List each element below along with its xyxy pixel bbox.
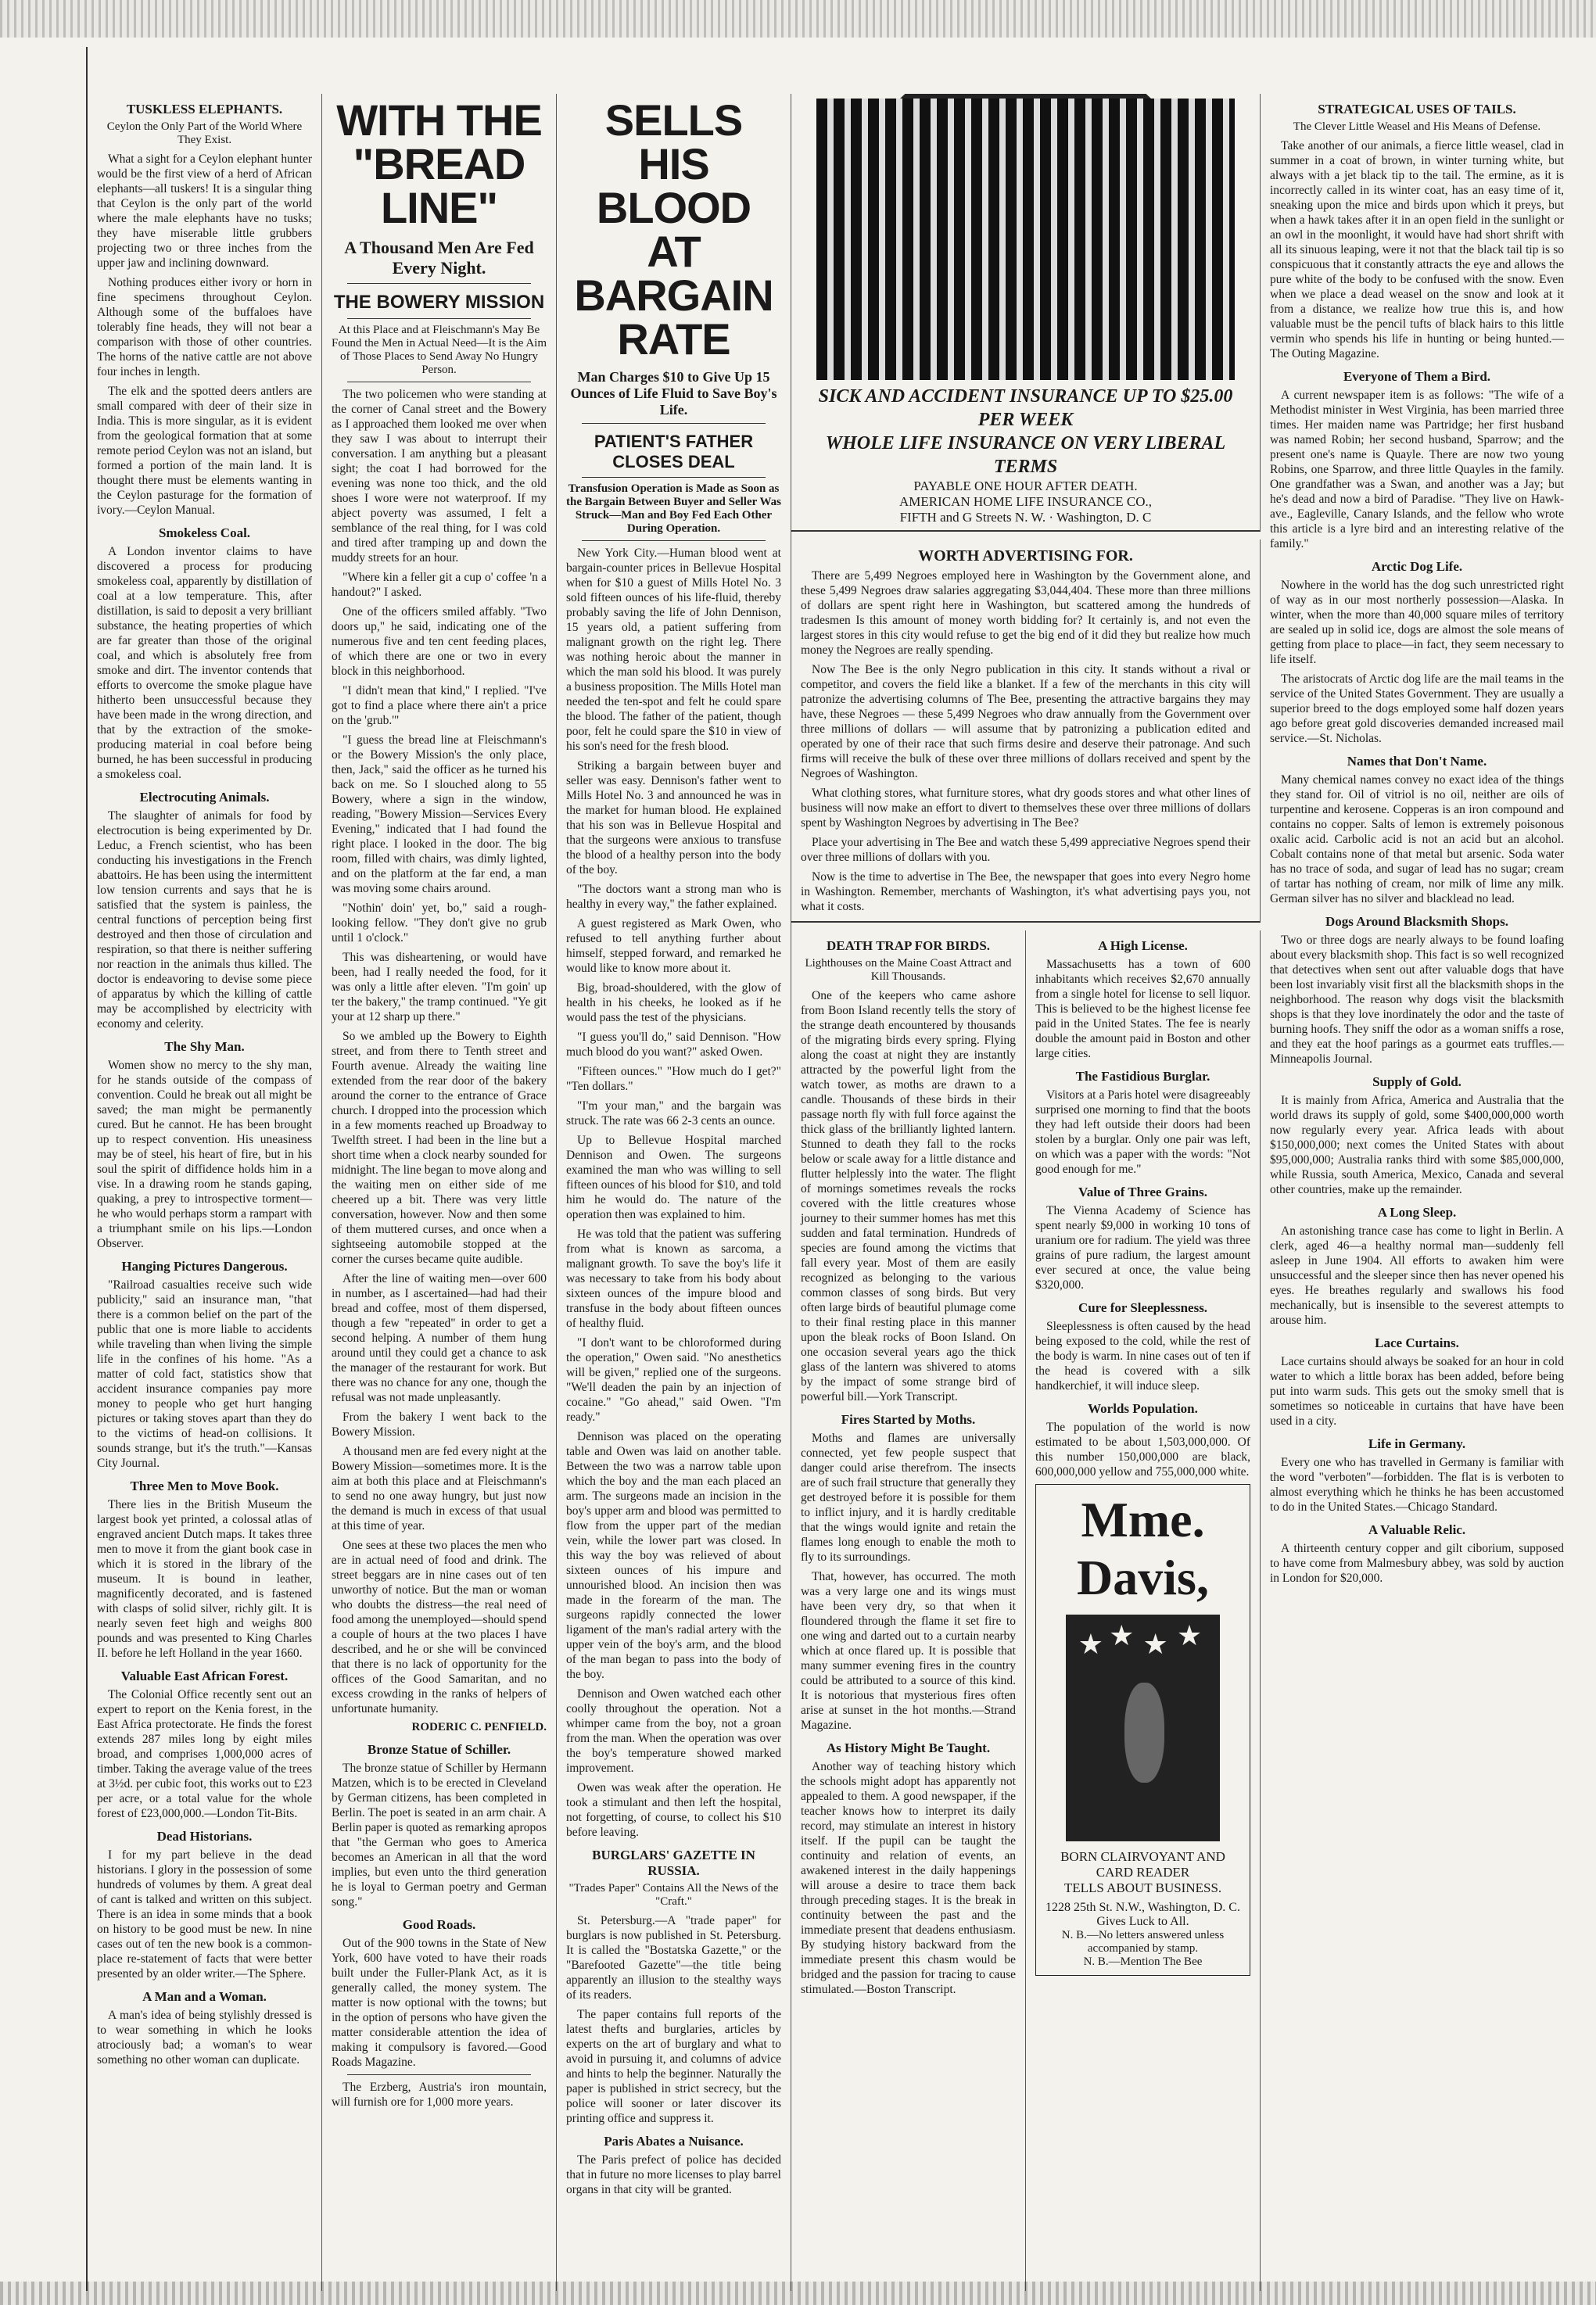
insurance-ad: [791, 94, 1261, 532]
headline: Lace Curtains.: [1375, 1335, 1459, 1350]
paragraph: Big, broad-shouldered, with the glow of health in his cheeks, he looked as if he would pass the test of the physicians.: [566, 981, 781, 1024]
paragraph: The Vienna Academy of Science has spent nearly $9,000 in working 10 tons of uranium ore for radium. The yield was three grains of pure radium, the largest amount ever secured at once, the value being $320,000.: [1035, 1204, 1250, 1292]
paragraph: New York City.—Human blood went at bargain-counter prices in Bellevue Hospital when for $10 a guest of Mills Hotel No. 3 sold fifteen ounces of his life-fluid, thereby probably saving the life of John Dennison, 15 years old, a patient suffering from malignant growth on the right leg. There was nothing heroic about the manner in which the man sold his blood. It was purely a business proposition. The Mills Hotel man needed the ten-spot and felt he could spare the blood. The father of the patient, though poor, felt he could spare the $10 in view of his son's need for the fresh blood.: [566, 547, 781, 753]
paragraph: The aristocrats of Arctic dog life are the mail teams in the service of the United States Government. They are usually a superior breed to the dogs employed some half dozen years ago before great gold discoveries demanded increased mail service.—St. Nicholas.: [1270, 672, 1564, 745]
headline: Valuable East African Forest.: [120, 1669, 289, 1683]
paragraph: "Nothin' doin' yet, bo," said a rough-looking fellow. "They don't give no grub until 1 o'clock.": [332, 902, 547, 945]
headline: Good Roads.: [402, 1917, 476, 1932]
portrait-image: [1066, 1615, 1220, 1841]
headline: Dogs Around Blacksmith Shops.: [1325, 914, 1508, 929]
paragraph: The paper contains full reports of the latest thefts and burglaries, articles by experts on the art of burglary and what to avoid in pursuing it, and columns of advice and hints to help the beginner. Naturally the paper is published in strict secrecy, but the police will sooner or later discover its printing office and suppress it.: [566, 2008, 781, 2125]
headline: Bronze Statue of Schiller.: [367, 1742, 511, 1757]
headline: Life in Germany.: [1368, 1436, 1466, 1451]
ad-line: N. B.—No letters answered unless accompanied by stamp.: [1061, 1929, 1225, 1955]
paragraph: Visitors at a Paris hotel were disagreeably surprised one morning to find that the boots they had left outside their doors had been stolen by a burglar. Only one pair was left, on which was a paper with the words: "Not good enough for me.": [1035, 1088, 1250, 1176]
paragraph: It is mainly from Africa, America and Australia that the world draws its supply of gold, some $400,000,000 worth now regularly every year. Africa leads with about $150,000,000; next comes the United States with about $95,000,000; Australia ranks third with some $85,000,000, while Russia, south America, Mexico, Canada and several other countries, make up the remainder.: [1270, 1094, 1564, 1196]
headline: The Shy Man.: [164, 1039, 245, 1054]
paragraph: Dennison and Owen watched each other coolly throughout the operation. Not a whimper came from the boy, not a groan from the man. When the operation was over the boy's temperature showed marked improvement.: [566, 1687, 781, 1775]
paragraph: Place your advertising in The Bee and watch these 5,499 appreciative Negroes spend their over three millions of dollars with you.: [801, 836, 1250, 864]
paragraph: A current newspaper item is as follows: "The wife of a Methodist minister in West Virginia, has been married three times. Her maiden name was Partridge; her first husband was named Robin; her second husband, Sparrow; and the present one's name is Quayle. There are now two young Robins, one Sparrow, and three little Quayles in the family. One grandfather was a Swan, and another was a Jay; but he's dead and now a bird of Paradise. "They live on Hawk-ave., Eagleville, Canary Islands, and the fellow who wrote this article is a lyre bird and an interesting relative of the family.": [1270, 389, 1564, 550]
ad-line: FIFTH and G Streets N. W. · Washington, D. C: [899, 510, 1152, 525]
paragraph: Take another of our animals, a fierce little weasel, clad in summer in a coat of brown, in winter turning white, but always with a jet black tip to the tail. The ermine, as it is incorrectly called in its winter coat, has an easy time of it, sneaking upon the mice and birds upon which it preys, but when a hawk takes after it in an open field in the sunlight or an owl in the moonlight, it would have had short shrift with all its sinuous leaping, were it not that the black tail tip is so conspicuous that it constantly attracts the eye and allows the pure white of the body to be confused with the snow. Even when we place a dead weasel on the snow and look at it from a distance, we realize how true this is, and how valuable must be the pencil tufts of black hairs to this little vermin who spends his life in hunting or being hunted.—The Outing Magazine.: [1270, 139, 1564, 360]
paragraph: There lies in the British Museum the largest book yet printed, a colossal atlas of engraved ancient Dutch maps. It takes three men to move it from the giant book case in which it is stored in the library of the museum. It is bound in leather, magnificently decorated, and is fastened with clasps of solid silver, richly gilt. It is nearly seven feet high and weighs 800 pounds and was presented to King Charles II. before he left Holland in the year 1660.: [97, 1498, 312, 1660]
paragraph: "Where kin a feller git a cup o' coffee 'n a handout?" I asked.: [332, 571, 547, 599]
headline: Arctic Dog Life.: [1371, 559, 1463, 574]
paragraph: That, however, has occurred. The moth was a very large one and its wings must have been very dry, so that when it floundered through the flame it set fire to one wing and darted out to a curtain nearby which at once flared up. It is possible that many summer evening fires in the country could be attributed to a source of this kind. It is notorious that mysterious fires often arise at sunset in the hot months.—Strand Magazine.: [801, 1570, 1016, 1732]
paragraph: Women show no mercy to the shy man, for he stands outside of the compass of convention. Could he break out all might be saved; the man might be permanently cured. But he cannot. He has been brought up to respect convention. His uneasiness may be of steel, his heart of fire, but in his soul the spirit of diffidence holds him in a vise. In a drawing room he stands gaping, quaking, a prey to introspective torment—he who would perhaps storm a rampart with a triumphant smile on his lips.—London Observer.: [97, 1059, 312, 1250]
paragraph: The population of the world is now estimated to be about 1,503,000,000. Of this number 150,000,000 are black, 600,000,000 yellow and 755,000,000 white.: [1035, 1421, 1250, 1479]
headline: Supply of Gold.: [1372, 1074, 1462, 1089]
footer-border: [0, 2282, 1596, 2305]
paragraph: Sleeplessness is often caused by the head being exposed to the cold, while the rest of the body is warm. In nine cases out of ten if the head is covered with a silk handkerchief, it will induce sleep.: [1035, 1320, 1250, 1393]
paragraph: Nowhere in the world has the dog such unrestricted right of way as in our most northerly possession—Alaska. In winter, when the more than 40,000 square miles of territory are sealed up in solid ice, dogs are almost the sole means of getting from place to place—in fact, they seem necessary to life itself.: [1270, 579, 1564, 666]
ad-name: Mme. Davis,: [1077, 1492, 1209, 1605]
paragraph: "I guess you'll do," said Dennison. "How much blood do you want?" asked Owen.: [566, 1031, 781, 1059]
star-icon: ★: [1109, 1619, 1135, 1651]
paragraph: Dennison was placed on the operating table and Owen was laid on another table. Between the two was a narrow table upon which the boy and the man each placed an arm. The surgeons made an incision in the boy's upper arm and blood was permitted to flow from the upper part of the median vein, while the lower part was closed. In this way the boy was relieved of about sixteen ounces of his impure and unnourished blood. An incision then was made in the forearm of the man. The surgeons rapidly connected the lower ligament of the man's radial artery with the upper vein of the boy's arm, and the blood of the man began to pass into the body of the boy.: [566, 1430, 781, 1681]
ad-line: BORN CLAIRVOYANT AND CARD READER: [1060, 1849, 1225, 1880]
paragraph: Out of the 900 towns in the State of New York, 600 have voted to have their roads built under the Fuller-Plank Act, as it is generally called, the money system. The matter is now optional with the towns; but in the option of persons who have given the matter considerable attention the idea of making it compulsory is favored.—Good Roads Magazine.: [332, 1937, 547, 2069]
ad-line: 1228 25th St. N.W., Washington, D. C.: [1045, 1901, 1240, 1914]
paragraph: One sees at these two places the men who are in actual need of food and drink. The street beggars are in nine cases out of ten unworthy of notice. But the man or woman who doubts the distress—the real need of food among the unemployed—should spend a couple of hours at the two places I have described, and he or she will be convinced that there is no lack of opportunity for the offices of the Good Samaritan, and no excess crowding in the ranks of helpers of unfortunate humanity.: [332, 1539, 547, 1715]
headline: Worlds Population.: [1088, 1401, 1198, 1416]
headline: Paris Abates a Nuisance.: [604, 2134, 744, 2149]
headline: A Long Sleep.: [1377, 1205, 1457, 1220]
headline: Hanging Pictures Dangerous.: [121, 1259, 288, 1274]
divider: [582, 540, 766, 541]
column-2: [322, 94, 557, 2291]
bee-ad: [791, 540, 1261, 923]
paragraph: St. Petersburg.—A "trade paper" for burglars is now published in St. Petersburg. It is called the "Bostatska Gazette," or the "Barefooted Gazette"—the title being apparently an illusion to the stealthy ways of its readers.: [566, 1914, 781, 2002]
paragraph: Now The Bee is the only Negro publication in this city. It stands without a rival or competitor, and covers the field like a blanket. If a few of the merchants in this city will patronize the advertising columns of The Bee, presenting the attractive bargains they may have, these Negroes — these 5,499 Negroes who draw annually from the Government over three millions of dollars — will assume that by patronizing a publication edited and operated by one of their race that such firms desire and deserve their patronage. And such firms will receive the bulk of these over three millions of dollars received and spent by the Negroes of Washington.: [801, 663, 1250, 780]
paragraph: A guest registered as Mark Owen, who refused to tell anything further about himself, stepped forward, and remarked he would like to know more about it.: [566, 917, 781, 975]
headline: SELLS HIS BLOOD AT BARGAIN RATE: [574, 95, 773, 364]
column-4: [791, 930, 1026, 2291]
paragraph: Striking a bargain between buyer and seller was easy. Dennison's father went to Mills Hotel No. 3 and announced he was in the market for human blood. He explained that his son was in Bellevue Hospital and that the surgeons were anxious to transfuse the blood of a healthy person into the body of the boy.: [566, 759, 781, 876]
paragraph: Nothing produces either ivory or horn in fine specimens throughout Ceylon. Although some of the buffaloes have tolerably fine heads, they will not bear a comparison with those of other countries. The horns of the native cattle are not above four inches in length.: [97, 276, 312, 378]
divider: [347, 2074, 531, 2075]
headline: A Man and a Woman.: [142, 1989, 267, 2004]
divider: [582, 423, 766, 424]
paragraph: Many chemical names convey no exact idea of the things they stand for. Oil of vitriol is no oil, neither are oils of turpentine and kerosene. Copperas is an iron compound and contains no copper. Salts of lemon is extremely poisonous oxalic acid. Carbolic acid is not an acid but an alcohol. Cobalt contains none of that metal but arsenic. Soda water has no trace of soda, and sugar of lead has no sugar; cream of tartar has nothing of cream, nor milk of lime any milk. German silver has no silver and blacklead no lead.: [1270, 773, 1564, 905]
masthead-border: [0, 0, 1596, 38]
clairvoyant-ad: [1035, 1484, 1250, 1976]
paragraph: Now is the time to advertise in The Bee, the newspaper that goes into every Negro home in Washington. Remember, merchants of Washington, it's what advertising pays you, not what it costs.: [801, 870, 1250, 913]
paragraph: What clothing stores, what furniture stores, what dry goods stores and what other lines of business will now make an effort to divert to themselves these over three millions of dollars spent by Washington Negroes by advertising in The Bee?: [801, 787, 1250, 830]
ad-line: AMERICAN HOME LIFE INSURANCE CO.,: [898, 494, 1152, 509]
star-icon: ★: [1142, 1629, 1168, 1661]
paragraph: This was disheartening, or would have been, had I really needed the food, for it was only a little after eleven. "I'm goin' up ter the bakery," the tramp continued. "Ye git your at 12 sharp up there.": [332, 951, 547, 1023]
paragraph: The bronze statue of Schiller by Hermann Matzen, which is to be erected in Cleveland by German citizens, has been completed in Berlin. The poet is seated in an arm chair. A Berlin paper is quoted as remarking apropos that "the German who goes to America becomes an American in all that the word implies, but even unto the third generation he is loyal to German poetry and German song.": [332, 1762, 547, 1909]
paragraph: There are 5,499 Negroes employed here in Washington by the Government alone, and these 5,499 Negroes draw salaries aggregating $3,044,404. These more than three millions of dollars are spent right here in Washington, but scattered among the hundreds of tradesmen Is this amount of money worth bidding for? It certainly is, and not even the largest stores in this city would refuse to get the big end of it did they but realize how much money the Negroes are really spending.: [801, 569, 1250, 657]
paragraph: A London inventor claims to have discovered a process for producing smokeless coal, apparently by distillation of coal at a low temperature. This, after distillation, is said to deposit a very brilliant substance, the heating properties of which are far greater than those of the original coal, and which is absolutely free from smoke and dirt. The inventor contends that efforts to overcome the smoke plague have hitherto been unsuccessful because they have been made in the wrong direction, and that by the extraction of the smoke-producing material in coal before being burned, he has been successful in producing a smokeless coal.: [97, 545, 312, 781]
paragraph: "I didn't mean that kind," I replied. "I've got to find a place where there ain't a price on the 'grub.'": [332, 684, 547, 727]
headline: STRATEGICAL USES OF TAILS.: [1318, 102, 1516, 117]
deck: At this Place and at Fleischmann's May Be Found the Men in Actual Need—It is the Aim of Those Places to Send Away No Hungry Person.: [332, 324, 547, 376]
ad-line: PAYABLE ONE HOUR AFTER DEATH.: [913, 479, 1138, 493]
paragraph: What a sight for a Ceylon elephant hunter would be the first view of a herd of African elephants—all tuskers! It is a singular thing that Ceylon is the only part of the world where the male elephants have no tusks; they have miserable little grubbers projecting two or three inches from the upper jaw and inclining downward.: [97, 152, 312, 270]
column-3: [557, 94, 791, 2291]
headline: A High License.: [1098, 938, 1188, 953]
paragraph: "I'm your man," and the bargain was struck. The rate was 66 2-3 cents an ounce.: [566, 1099, 781, 1127]
paragraph: Up to Bellevue Hospital marched Dennison and Owen. The surgeons examined the man who was willing to sell fifteen ounces of his blood for $10, and told him he would do. The nature of the operation then was explained to him.: [566, 1134, 781, 1221]
paragraph: One of the officers smiled affably. "Two doors up," he said, indicating one of the numerous five and ten cent feeding places, of which there are one or two in every block in this neighborhood.: [332, 605, 547, 678]
paragraph: "I guess the bread line at Fleischmann's or the Bowery Mission's the only place, then, Jack," said the officer as he turned his back on me. So I slouched along to 55 Bowery, where a sign in the window, reading, "Bowery Mission—Services Every Evening," indicated that I had found the right place. I looked in the door. The big room, filled with chairs, was dimly lighted, and on the platform at the far end, a man was moving some chairs around.: [332, 733, 547, 895]
headline: The Fastidious Burglar.: [1075, 1069, 1210, 1084]
divider: [347, 283, 531, 284]
paragraph: From the bakery I went back to the Bowery Mission.: [332, 1411, 547, 1439]
column-1: [88, 94, 322, 2291]
headline: BURGLARS' GAZETTE IN RUSSIA.: [592, 1848, 755, 1878]
column-6: [1261, 94, 1573, 2291]
divider: [582, 477, 766, 478]
headline: Smokeless Coal.: [158, 525, 251, 540]
star-icon: ★: [1078, 1629, 1104, 1661]
ad-line: Gives Luck to All.: [1096, 1915, 1189, 1928]
ad-line: WHOLE LIFE INSURANCE ON VERY LIBERAL TERMS: [825, 433, 1226, 477]
deck: Transfusion Operation is Made as Soon as the Bargain Between Buyer and Seller Was Struck—Man and Boy Fed Each Other During Operation.: [566, 482, 782, 535]
building-illustration: [816, 99, 1235, 380]
paragraph: The Colonial Office recently sent out an expert to report on the Kenia forest, in the East Africa protectorate. He finds the forest extends 287 miles long by eight miles broad, and comprises 1,000,000 acres of timber. Taking the average value of the trees at 3½d. per cubic foot, this works out to £23 per acre, or a total value for the whole forest of £23,000,000.—London Tit-Bits.: [97, 1688, 312, 1820]
ad-line: TELLS ABOUT BUSINESS.: [1063, 1880, 1222, 1895]
subhead: Ceylon the Only Part of the World Where They Exist.: [106, 120, 303, 146]
subhead: Lighthouses on the Maine Coast Attract and Kill Thousands.: [805, 957, 1012, 983]
ad-line: SICK AND ACCIDENT INSURANCE UP TO $25.00 PER WEEK: [818, 386, 1233, 430]
headline: Electrocuting Animals.: [139, 790, 270, 805]
paragraph: He was told that the patient was suffering from what is known as sarcoma, a malignant growth. To save the boy's life it was necessary to take from his body about sixteen ounces of the impure blood and transfuse in the body about fifteen ounces of healthy fluid.: [566, 1228, 781, 1330]
ad-line: N. B.—Mention The Bee: [1083, 1955, 1203, 1968]
paragraph: After the line of waiting men—over 600 in number, as I ascertained—had had their bread and coffee, most of them dispersed, though a few "repeated" in order to get a second helping. A number of them hung around until they could get a chance to ask the manager of the restaurant for work. But there was no chance for any one, though the refusal was not made unpleasantly.: [332, 1272, 547, 1404]
subhead: "Trades Paper" Contains All the News of the "Craft.": [568, 1882, 779, 1908]
column-5: [1026, 930, 1261, 2291]
star-icon: ★: [1176, 1619, 1203, 1651]
paragraph: "Fifteen ounces." "How much do I get?" "Ten dollars.": [566, 1065, 781, 1093]
paragraph: Moths and flames are universally connected, yet few people suspect that danger could arise therefrom. The insects are of such frail structure that generally they get destroyed before it is possible for them to inflict injury, and it is hardly creditable that the wings would ignite and retain the flames long enough to enable the moth to fly to its surroundings.: [801, 1432, 1017, 1564]
paragraph: Lace curtains should always be soaked for an hour in cold water to which a little borax has been added, before being put into warm suds. This gets out the smoky smell that is sometimes so noticeable in curtains that have have been used in a city.: [1270, 1355, 1564, 1428]
portrait-face: [1124, 1683, 1164, 1783]
deck: A Thousand Men Are Fed Every Night.: [344, 238, 534, 278]
paragraph: The Erzberg, Austria's iron mountain, will furnish ore for 1,000 more years.: [332, 2081, 547, 2109]
headline: Dead Historians.: [156, 1829, 253, 1844]
paragraph: The elk and the spotted deers antlers are small compared with deer of their size in India. This is more singular, as it is evident from the geological formation that at some remote period Ceylon was not an island, but formed a portion of the main land. It is thought there must be elements wanting in the Ceylon pasturage for the formation of ivory.—Ceylon Manual.: [97, 385, 312, 517]
headline: TUSKLESS ELEPHANTS.: [126, 102, 283, 117]
paragraph: Owen was weak after the operation. He took a stimulant and then left the hospital, not forgetting, of course, to collect his $10 before leaving.: [566, 1781, 781, 1839]
paragraph: So we ambled up the Bowery to Eighth street, and from there to Tenth street and Fourth avenue. Already the waiting line extended from the rear door of the bakery around the corner to the entrance of Grace church. I dropped into the procession which in a few moments reached up Broadway to Twelfth street. I had been in the line but a short time when a clock nearby sounded for midnight. The line began to move along and the waiting men on either side of me cheered up a bit. There was very little conversation, however. Now and then some of them muttered curses, and once when a sightseeing automobile stopped at the corner the curses became quite audible.: [332, 1030, 547, 1266]
paragraph: I for my part believe in the dead historians. I glory in the possession of some hundreds of volumes by them. A great deal of cant is talked and written on this subject. There is an idea in some minds that a book on history to be good must be new. In nine cases out of ten the new book is a common-place re-statement of facts that were better presented by an older writer.—The Sphere.: [97, 1848, 312, 1981]
byline: RODERIC C. PENFIELD.: [411, 1721, 547, 1733]
subhead: The Clever Little Weasel and His Means of Defense.: [1293, 120, 1541, 133]
divider: [347, 318, 531, 319]
headline: As History Might Be Taught.: [826, 1740, 991, 1755]
newspaper-page: [86, 47, 1581, 2291]
paragraph: A thousand men are fed every night at the Bowery Mission—sometimes more. It is the aim at both this place and at Fleischmann's to send no one away hungry, but just now the demand is much in excess of that usual at this time of year.: [332, 1445, 547, 1532]
headline: Everyone of Them a Bird.: [1343, 369, 1491, 384]
paragraph: The two policemen who were standing at the corner of Canal street and the Bowery as I approached them looked me over when they saw I was about to interrupt their conversation. I am anything but a pleasant sight; the coat I had borrowed for the evening was none too thick, and the old shoes I wore were not waterproof. If my abject poverty was assumed, I felt a semblance of the real thing, for I was cold and tired after tramping up and down the muddy streets for an hour.: [332, 388, 547, 565]
paragraph: Two or three dogs are nearly always to be found loafing about every blacksmith shop. This fact is so well recognized that detectives when sent out after valuable dogs that have been lost invariably visit first all the blacksmith shops in the neighborhood. The reason why dogs visit the blacksmith shops is that they love inordinately the odor and the taste of burning hoofs. They sniff the odor as a woman sniffs a rose, and they eat the hoof parings as a gourmet eats truffles.—Minneapolis Journal.: [1270, 934, 1564, 1066]
headline: WORTH ADVERTISING FOR.: [918, 547, 1133, 565]
headline: Names that Don't Name.: [1347, 754, 1487, 769]
paragraph: The Paris prefect of police has decided that in future no more licenses to play barrel organs in that city will be granted.: [566, 2153, 781, 2196]
paragraph: Every one who has travelled in Germany is familiar with the word "verboten"—forbidden. The flat is is verboten to almost everything which he thinks he has been accustomed to do in the United States.—Chicago Standard.: [1270, 1456, 1564, 1514]
deck: Man Charges $10 to Give Up 15 Ounces of Life Fluid to Save Boy's Life.: [570, 369, 777, 418]
headline: Cure for Sleeplessness.: [1078, 1300, 1208, 1315]
headline: DEATH TRAP FOR BIRDS.: [826, 938, 991, 953]
paragraph: "The doctors want a strong man who is healthy in every way," the father explained.: [566, 883, 781, 911]
headline: Value of Three Grains.: [1078, 1185, 1207, 1199]
deck: THE BOWERY MISSION: [333, 292, 545, 313]
paragraph: "I don't want to be chloroformed during the operation," Owen said. "No anesthetics will be given," replied one of the surgeons. "We'll deaden the pain by an injection of cocaine." "Go ahead," said Owen. "I'm ready.": [566, 1336, 781, 1424]
headline: Fires Started by Moths.: [841, 1412, 976, 1427]
paragraph: One of the keepers who came ashore from Boon Island recently tells the story of the strange death encountered by thousands of the migrating birds every spring. Flying along the coast at night they are instantly attracted by the powerful light from the watch tower, as moths are drawn to a candle. Thousands of these birds in their passage north fly with full force against the thick glass of the brilliantly lighted lantern. Stunned to death they fall to the rocks below or scale away for a little distance and flutter helplessly into the water. The flight of mornings sometimes reveals the rocks covered with the little creatures whose journey to their summer homes has met this sudden and fatal termination. Hundreds of species are found among the victims that fall every year. Most of them are easily recognized as belonging to the various common classes of song birds. But very often large birds of beautiful plumage come to their final resting place in this manner upon the bleak rocks of Boon Island. On one occasion several years ago the thick glass of the lantern was shivered to atoms by the impact of some strange bird of powerful bill.—York Transcript.: [801, 989, 1016, 1403]
headline: A Valuable Relic.: [1368, 1522, 1466, 1537]
paragraph: Another way of teaching history which the schools might adopt has apparently not appealed to them. A good newspaper, if the teacher knows how to interpret its daily record, may stimulate an interest in history itself. If the pupil can be taught the continuity and relation of events, an awakened interest in the daily happenings will arouse a desire to trace them back through preceding stages. It is the break in continuity between the past and the immediate present that deadens enthusiasm. By studying history backward from the immediate present this chasm would be bridged and the passion for tracing to cause stimulated.—Boston Transcript.: [801, 1760, 1016, 1996]
headline: WITH THE "BREAD LINE": [336, 95, 542, 232]
paragraph: The slaughter of animals for food by electrocution is being experimented by Dr. Leduc, a French scientist, who has been conducting his investigations in the French abattoirs. He has been using the intermittent low tension currents and says that he is satisfied that the system is painless, the central functions of perception being first destroyed and then those of circulation and respiration, so that there is neither suffering nor reaction in the animals thus killed. The doctor is endeavoring to devise some piece of apparatus by which the killing of cattle may be accomplished by electricity with economy and celerity.: [97, 809, 312, 1031]
paragraph: An astonishing trance case has come to light in Berlin. A clerk, aged 46—a healthy normal man—suddenly fell asleep in June 1904. All efforts to awaken him were unsuccessful and the sleeper since then has never opened his eyes. He breathes regularly and swallows his food mechanically, but is insensible to the severest attempts to arouse him.: [1270, 1224, 1564, 1327]
paragraph: A man's idea of being stylishly dressed is to wear something in which he looks atrociously bad; a woman's to wear something no other woman can duplicate.: [97, 2009, 312, 2067]
deck: PATIENT'S FATHER CLOSES DEAL: [594, 432, 754, 471]
headline: Three Men to Move Book.: [130, 1479, 279, 1493]
paragraph: Massachusetts has a town of 600 inhabitants which receives $2,670 annually from a single hotel for license to sell liquor. This is believed to be the highest license fee paid in the United States. The fee is nearly double the amount paid in Boston and other large cities.: [1035, 958, 1250, 1060]
paragraph: "Railroad casualties receive such wide publicity," said an insurance man, "that there is a common belief on the part of the public that one is more liable to accidents while traveling than when living the simple life in the confines of his home. "As a matter of cold fact, statistics show that accident insurance companies pay more money to people who get hurt hanging pictures or taking stoves apart than they do to the victims of head-on collisions. It sounds strange, but it's the truth."—Kansas City Journal.: [97, 1278, 312, 1470]
paragraph: A thirteenth century copper and gilt ciborium, supposed to have come from Malmesbury abbey, was sold by auction in London for $20,000.: [1270, 1542, 1564, 1585]
